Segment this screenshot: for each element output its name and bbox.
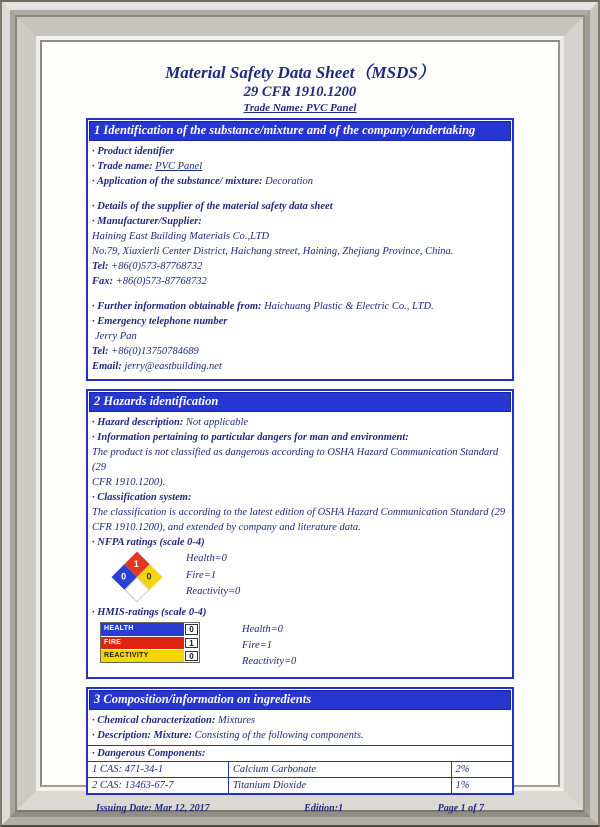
- further-info-row: · Further information obtainable from: Haichuang Plastic & Electric Co., LTD.: [92, 301, 434, 312]
- info-dangers-text-line2: CFR 1910.1200).: [92, 477, 166, 488]
- nfpa-fire-cell: 1: [124, 552, 149, 577]
- section-1-header: 1 Identification of the substance/mixture and of the company/undertaking: [89, 121, 511, 141]
- section-hazards: [86, 389, 514, 679]
- frame-groove: [15, 15, 585, 812]
- document-subtitle: 29 CFR 1910.1200: [243, 84, 357, 100]
- chemical-characterization-row: · Chemical characterization: Mixtures: [92, 715, 255, 726]
- hmis-label-line: · HMIS-ratings (scale 0-4): [92, 607, 207, 618]
- nfpa-rating-lines: Health=0 Fire=1 Reactivity=0: [186, 553, 241, 597]
- hmis-fire-value: 1: [185, 638, 198, 648]
- application-row: · Application of the substance/ mixture: Decoration: [92, 176, 313, 187]
- trade-name-row: · Trade name: PVC Panel: [92, 161, 203, 172]
- spacer: [92, 189, 508, 199]
- ingredient-cas: 2 CAS: 13463-67-7: [92, 780, 174, 791]
- trade-name-line: Trade Name: PVC Panel: [243, 102, 357, 114]
- ingredient-row: [88, 761, 512, 777]
- tel-row: Tel: +86(0)573-87768732: [92, 261, 203, 272]
- ingredient-cas: 1 CAS: 471-34-1: [92, 764, 164, 775]
- nfpa-reactivity-cell: 0: [137, 564, 162, 589]
- page-number: Page 1 of 7: [437, 803, 484, 814]
- document-title: Material Safety Data Sheet（MSDS）: [165, 63, 435, 82]
- frame-band-wide: [17, 17, 583, 814]
- edition: Edition:1: [304, 803, 344, 814]
- hmis-health-bar: HEALTH 0: [101, 623, 199, 636]
- page-footer: [86, 803, 514, 814]
- manufacturer-label-line: · Manufacturer/Supplier:: [92, 216, 202, 227]
- email-value: jerry@eastbuilding.net: [124, 361, 222, 372]
- frame-band-mid: [10, 10, 590, 817]
- emergency-label-line: · Emergency telephone number: [92, 316, 228, 327]
- section-3-header: 3 Composition/information on ingredients: [89, 690, 511, 710]
- nfpa-rating-block: [110, 551, 508, 603]
- classification-text-line1: The classification is according to the latest edition of OSHA Hazard Communication Standard (29: [92, 507, 506, 518]
- issuing-date: Issuing Date: Mar 12, 2017: [96, 803, 210, 814]
- contact-name: Jerry Pan: [95, 331, 137, 342]
- info-dangers-text-line1: The product is not classified as dangerous according to OSHA Hazard Communication Standard (29: [92, 447, 499, 473]
- section-identification: [86, 118, 514, 381]
- hmis-fire-bar: FIRE 1: [101, 636, 199, 649]
- dangerous-components-header: · Dangerous Components:: [88, 745, 512, 761]
- description-row: · Description: Mixture: Consisting of the following components.: [92, 730, 364, 741]
- frame-inner-edge: [40, 40, 560, 814]
- nfpa-health-cell: 0: [112, 564, 137, 589]
- frame-inner-lip: [36, 36, 564, 814]
- hmis-rating-block: [100, 622, 508, 670]
- supplier-details-line: · Details of the supplier of the material safety data sheet: [92, 201, 333, 212]
- info-dangers-label-line: · Information pertaining to particular dangers for man and environment:: [92, 432, 409, 443]
- section-3-body: [88, 711, 512, 745]
- section-2-body: [88, 413, 512, 677]
- nfpa-diamond-icon: [110, 551, 166, 603]
- spacer: [92, 289, 508, 299]
- classification-label-line: · Classification system:: [92, 492, 192, 503]
- email-row: Email: jerry@eastbuilding.net: [92, 361, 222, 372]
- emergency-tel-row: Tel: +86(0)13750784689: [92, 346, 199, 357]
- trade-name-value: PVC Panel: [155, 161, 203, 172]
- hazard-description-row: · Hazard description: Not applicable: [92, 417, 249, 428]
- hmis-bars-icon: [100, 622, 200, 663]
- fax-row: Fax: +86(0)573-87768732: [92, 276, 207, 287]
- hmis-rating-lines: Health=0 Fire=1 Reactivity=0: [242, 624, 297, 667]
- nfpa-label-line: · NFPA ratings (scale 0-4): [92, 537, 205, 548]
- frame-band-bright: [2, 2, 598, 825]
- manufacturer-name: Haining East Building Materials Co.,LTD: [92, 231, 270, 242]
- ingredient-row: [88, 777, 512, 793]
- hmis-health-value: 0: [185, 624, 198, 635]
- hmis-reactivity-value: 0: [185, 651, 198, 661]
- classification-text-line2: CFR 1910.1200), and extended by company and literature data.: [92, 522, 361, 533]
- section-2-header: 2 Hazards identification: [89, 392, 511, 412]
- product-identifier-line: · Product identifier: [92, 146, 174, 157]
- manufacturer-address: No.79, Xiaxierli Center District, Haichang street, Haining, Zhejiang Province, China.: [92, 246, 454, 257]
- ingredient-pct: 1%: [451, 778, 512, 793]
- ingredient-name: Calcium Carbonate: [228, 762, 451, 777]
- hmis-reactivity-bar: REACTIVITY 0: [101, 649, 199, 662]
- section-composition: [86, 687, 514, 795]
- msds-document-page: [42, 42, 558, 814]
- ingredient-name: Titanium Dioxide: [228, 778, 451, 793]
- ingredient-pct: 2%: [451, 762, 512, 777]
- section-1-body: [88, 142, 512, 379]
